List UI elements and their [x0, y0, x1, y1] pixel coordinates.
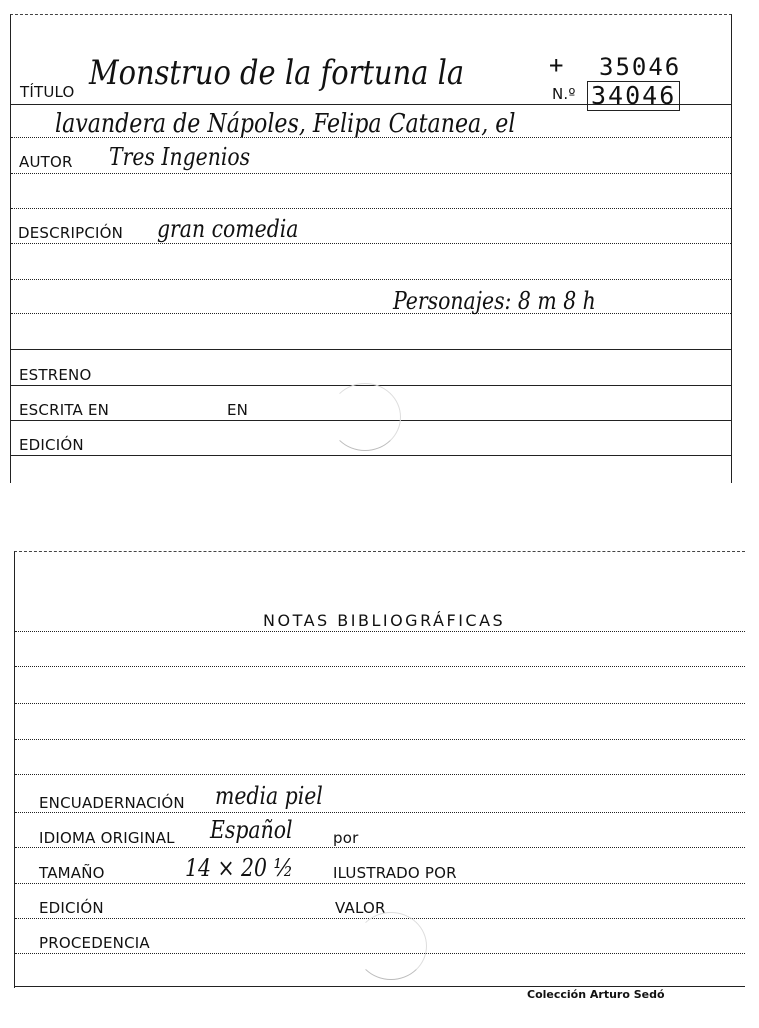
tamano-value: 14 × 20 ½ [185, 854, 294, 882]
valor-label: VALOR [335, 899, 386, 917]
edicion-label: EDICIÓN [39, 899, 104, 917]
numero-label: N.º [552, 85, 576, 103]
personajes-value: Personajes: 8 m 8 h [393, 287, 596, 315]
ilustrado-por-label: ILUSTRADO POR [333, 864, 457, 882]
ruled-line [11, 455, 731, 456]
punch-hole [355, 912, 427, 980]
en-label: EN [227, 401, 249, 419]
autor-label: AUTOR [19, 153, 73, 171]
ruled-line [11, 208, 731, 209]
collection-footer: Colección Arturo Sedó [527, 988, 665, 1001]
descripcion-label: DESCRIPCIÓN [18, 224, 124, 242]
notas-heading: NOTAS BIBLIOGRÁFICAS [263, 611, 506, 630]
ruled-line [15, 812, 745, 813]
ruled-line [15, 774, 745, 775]
numero-mark: + [549, 51, 566, 79]
catalog-card-back [14, 551, 745, 1001]
idioma-original-label: IDIOMA ORIGINAL [39, 829, 175, 847]
catalog-card-front [10, 14, 732, 483]
ruled-line [15, 847, 745, 848]
procedencia-label: PROCEDENCIA [39, 934, 150, 952]
tamano-label: TAMAÑO [39, 864, 105, 882]
titulo-label: TÍTULO [20, 83, 75, 101]
numero-handwritten: 35046 [599, 53, 682, 81]
escrita-en-label: ESCRITA EN [19, 401, 110, 419]
ruled-line [15, 703, 745, 704]
titulo-value-line1: Monstruo de la fortuna la [89, 53, 465, 93]
encuadernacion-label: ENCUADERNACIÓN [39, 794, 185, 812]
ruled-line [11, 313, 731, 314]
encuadernacion-value: media piel [215, 782, 323, 810]
ruled-line [15, 631, 745, 632]
ruled-line [15, 666, 745, 667]
edicion-label: EDICIÓN [19, 436, 84, 454]
ruled-line [11, 279, 731, 280]
ruled-line [11, 243, 731, 244]
ruled-line [15, 986, 745, 987]
ruled-line [15, 883, 745, 884]
ruled-line [11, 349, 731, 350]
titulo-value-line2: lavandera de Nápoles, Felipa Catanea, el [55, 109, 516, 139]
descripcion-value: gran comedia [157, 215, 299, 243]
ruled-line [11, 173, 731, 174]
por-label: por [333, 829, 359, 847]
idioma-original-value: Español [210, 816, 293, 844]
punch-hole [329, 383, 401, 451]
autor-value: Tres Ingenios [109, 143, 251, 171]
numero-stamp: 34046 [587, 81, 680, 111]
ruled-line [15, 739, 745, 740]
estreno-label: ESTRENO [19, 366, 92, 384]
